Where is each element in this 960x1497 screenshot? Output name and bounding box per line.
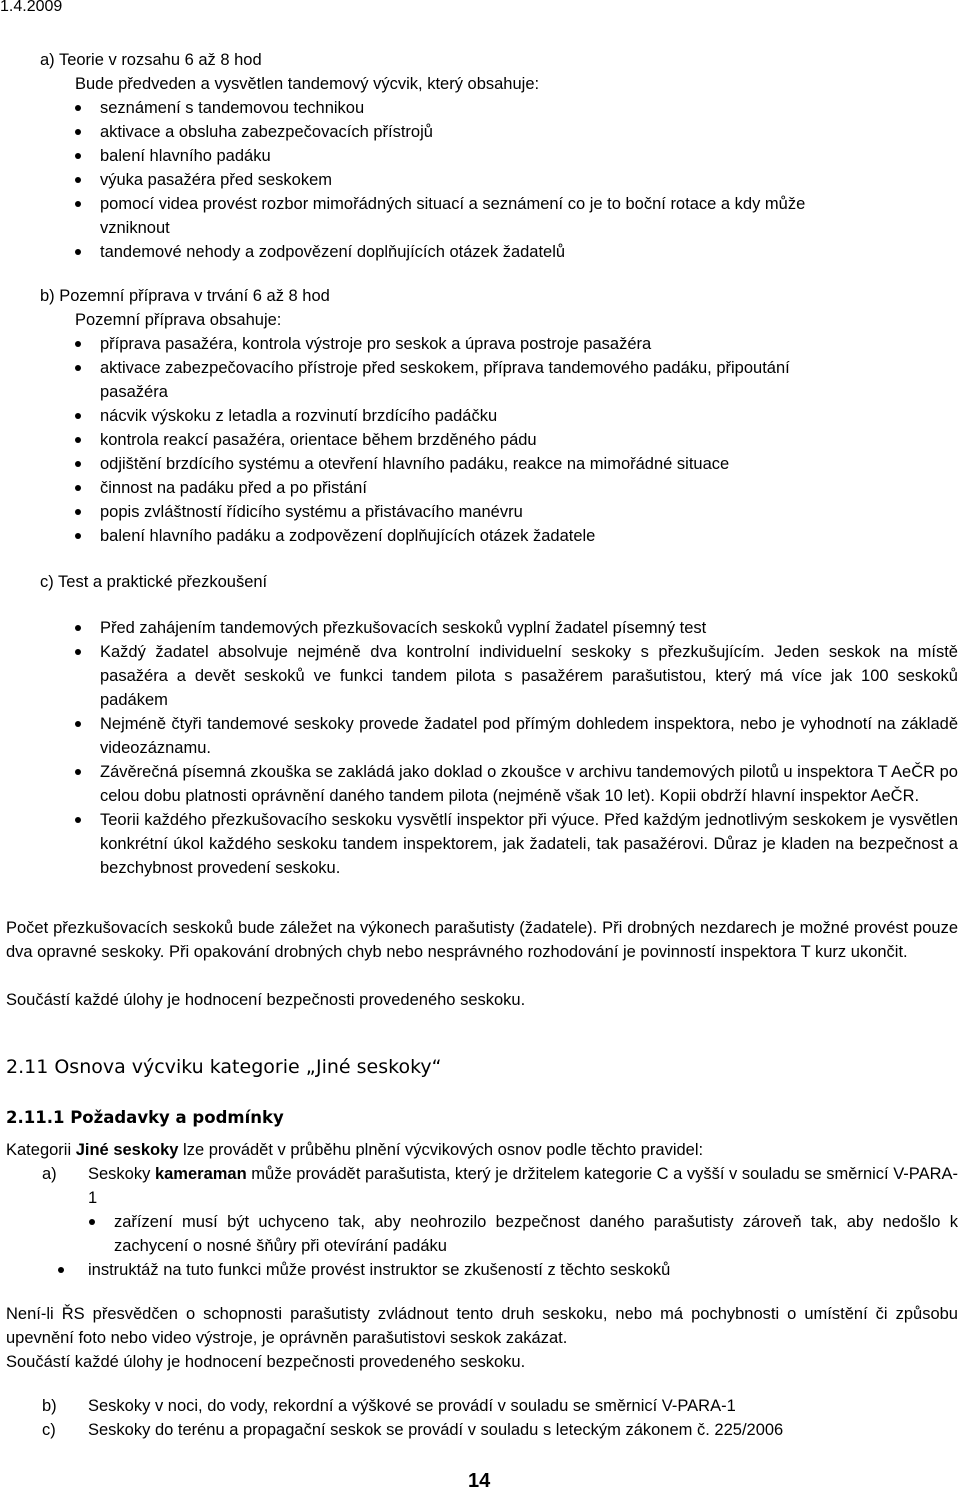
item-b xyxy=(42,1394,736,1418)
list-item: Nejméně čtyři tandemové seskoky provede žadatel pod přímým dohledem inspektora, nebo je vyhodnotí na základě videozáznamu. xyxy=(74,712,958,760)
paragraph-rs: Není-li ŘS přesvědčen o schopnosti parašutisty zvládnout tento druh seskoku, nebo má pochybnosti o umístění či způsobu upevnění foto nebo video výstroje, je oprávněn parašutistovi seskok zakázat. xyxy=(6,1305,958,1347)
bullet-icon xyxy=(75,649,81,655)
bullet-icon xyxy=(58,1267,64,1273)
bullet-icon xyxy=(75,625,81,631)
list-item: příprava pasažéra, kontrola výstroje pro seskok a úprava postroje pasažéra xyxy=(74,332,790,356)
section-a xyxy=(40,48,539,96)
list-item: Každý žadatel absolvuje nejméně dva kontrolní individuelní seskoky s přezkušujícím. Jeden seskok na místě pasažéra a devět seskoků ve funkci tandem pilota s pasažérem parašutistou, který má více jak 100 seskoků padákem xyxy=(74,640,958,712)
list-item: činnost na padáku před a po přistání xyxy=(74,476,790,500)
item-text: Seskoky v noci, do vody, rekordní a výškové se provádí v souladu se směrnicí V-PARA-1 xyxy=(88,1397,736,1415)
list-item: balení hlavního padáku xyxy=(74,144,805,168)
list-item: odjištění brzdícího systému a otevření hlavního padáku, reakce na mimořádné situace xyxy=(74,452,790,476)
bullet-icon xyxy=(75,129,81,135)
bullet-icon xyxy=(75,413,81,419)
jine-sublist xyxy=(88,1210,958,1258)
bullet-icon xyxy=(89,1219,95,1225)
section-b-list xyxy=(74,332,790,548)
item-c xyxy=(42,1418,783,1442)
jine-item-a xyxy=(42,1162,958,1210)
list-item: kontrola reakcí pasažéra, orientace během brzděného pádu xyxy=(74,428,790,452)
list-item: instruktáž na tuto funkci může provést instruktor se zkušeností z těchto seskoků xyxy=(58,1258,670,1282)
section-a-list xyxy=(74,96,805,264)
list-item: tandemové nehody a zodpovězení doplňujících otázek žadatelů xyxy=(74,240,805,264)
page-number: 14 xyxy=(468,1470,491,1492)
list-item: nácvik výskoku z letadla a rozvinutí brzdícího padáčku xyxy=(74,404,790,428)
jine-intro: Kategorii Jiné seskoky lze provádět v průběhu plnění výcvikových osnov podle těchto pravidel: xyxy=(6,1141,704,1159)
bullet-icon xyxy=(75,485,81,491)
bullet-icon xyxy=(75,365,81,371)
list-item: balení hlavního padáku a zodpovězení doplňujících otázek žadatele xyxy=(74,524,790,548)
paragraph-safety-2: Součástí každé úlohy je hodnocení bezpečnosti provedeného seskoku. xyxy=(6,1353,526,1371)
bullet-icon xyxy=(75,769,81,775)
list-item: aktivace a obsluha zabezpečovacích přístrojů xyxy=(74,120,805,144)
bullet-icon xyxy=(75,201,81,207)
list-item: aktivace zabezpečovacího přístroje před seskokem, příprava tandemového padáku, připoutání xyxy=(74,356,790,380)
bullet-icon xyxy=(75,341,81,347)
list-item-continuation: vzniknout xyxy=(100,219,170,237)
bullet-icon xyxy=(75,817,81,823)
section-a-heading: a) Teorie v rozsahu 6 až 8 hod xyxy=(40,51,262,69)
bullet-icon xyxy=(75,177,81,183)
list-item: popis zvláštností řídicího systému a přistávacího manévru xyxy=(74,500,790,524)
list-item-continuation: pasažéra xyxy=(100,383,168,401)
bullet-icon xyxy=(75,509,81,515)
paragraph-attempts: Počet přezkušovacích seskoků bude záležet na výkonech parašutisty (žadatele). Při drobných nezdarech je možné provést pouze dva opravné seskoky. Při opakování drobných chyb nebo nesprávného rozhodování je povinností inspektora T kurz ukončit. xyxy=(6,919,958,961)
list-item: zařízení musí být uchyceno tak, aby neohrozilo bezpečnost daného parašutisty zároveň tak, aby nedošlo k zachycení o nosné šňůry při otevírání padáku xyxy=(88,1210,958,1258)
paragraph-safety: Součástí každé úlohy je hodnocení bezpečnosti provedeného seskoku. xyxy=(6,991,526,1009)
list-item: Před zahájením tandemových přezkušovacích seskoků vyplní žadatel písemný test xyxy=(74,616,958,640)
section-c-list xyxy=(74,616,958,880)
bullet-icon xyxy=(75,153,81,159)
item-label: c) xyxy=(42,1421,56,1439)
section-a-intro: Bude předveden a vysvětlen tandemový výcvik, který obsahuje: xyxy=(75,75,540,93)
bullet-icon xyxy=(75,105,81,111)
section-heading-2-11: 2.11 Osnova výcviku kategorie „Jiné seskoky“ xyxy=(6,1056,442,1078)
section-heading-2-11-1: 2.11.1 Požadavky a podmínky xyxy=(6,1108,284,1127)
item-text: Seskoky do terénu a propagační seskok se provádí v souladu s leteckým zákonem č. 225/2006 xyxy=(88,1421,784,1439)
list-item: Závěrečná písemná zkouška se zakládá jako doklad o zkoušce v archivu tandemových pilotů u inspektora T AeČR po celou dobu platnosti oprávnění daného tandem pilota (nejméně však 10 let). Kopii obdrží hlavní inspektor AeČR. xyxy=(74,760,958,808)
item-text: Seskoky kameraman může provádět parašutista, který je držitelem kategorie C a vyšší v souladu se směrnicí V-PARA-1 xyxy=(88,1165,959,1207)
bullet-icon xyxy=(75,533,81,539)
section-c-heading: c) Test a praktické přezkoušení xyxy=(40,573,268,591)
bullet-icon xyxy=(75,461,81,467)
bullet-icon xyxy=(75,249,81,255)
section-b-intro: Pozemní příprava obsahuje: xyxy=(75,311,282,329)
header-date: 1.4.2009 xyxy=(0,0,63,15)
list-item: Teorii každého přezkušovacího seskoku vysvětlí inspektor při výuce. Před každým jednotlivým seskokem je vysvětlen konkrétní úkol každého seskoku tandem inspektorem, jak žadateli, tak pasažérovi. Důraz je kladen na bezpečnost a bezchybnost provedení seskoku. xyxy=(74,808,958,880)
list-item: výuka pasažéra před seskokem xyxy=(74,168,805,192)
list-item: seznámení s tandemovou technikou xyxy=(74,96,805,120)
bullet-icon xyxy=(75,437,81,443)
item-label: b) xyxy=(42,1397,57,1415)
section-b xyxy=(40,284,330,332)
item-label: a) xyxy=(42,1165,57,1183)
list-item: pomocí videa provést rozbor mimořádných situací a seznámení co je to boční rotace a kdy může xyxy=(74,192,805,216)
section-b-heading: b) Pozemní příprava v trvání 6 až 8 hod xyxy=(40,287,330,305)
bullet-icon xyxy=(75,721,81,727)
